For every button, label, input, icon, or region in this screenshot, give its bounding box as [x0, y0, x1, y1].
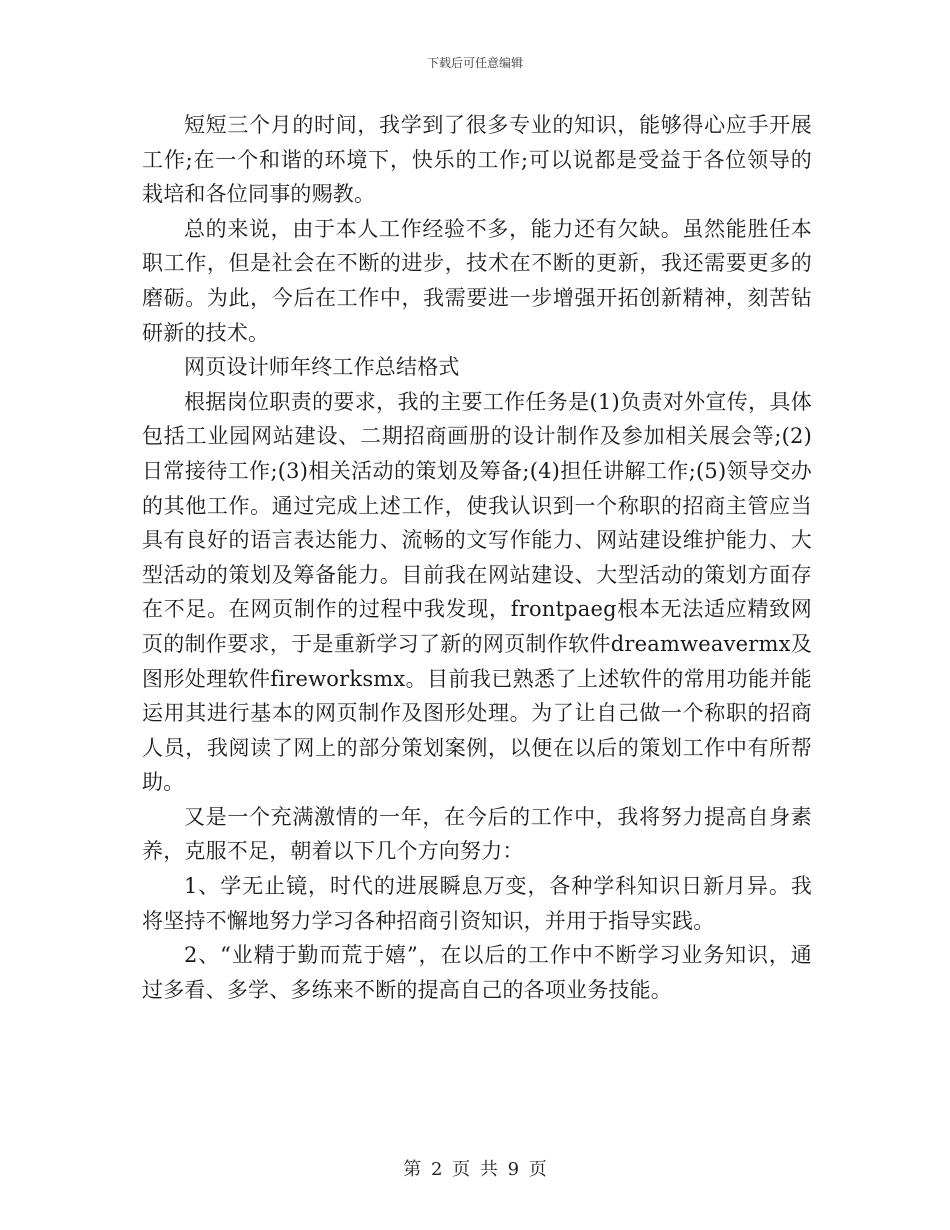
document-body	[142, 108, 812, 1007]
paragraph-goal-1: 1、学无止镜，时代的进展瞬息万变，各种学科知识日新月异。我将坚持不懈地努力学习各种招商引资知识，并用于指导实践。	[142, 874, 812, 933]
paragraph-learning: 短短三个月的时间，我学到了很多专业的知识，能够得心应手开展工作;在一个和谐的环境下，快乐的工作;可以说都是受益于各位领导的栽培和各位同事的赐教。	[142, 113, 812, 207]
paragraph-goal-2: 2、“业精于勤而荒于嬉”，在以后的工作中不断学习业务知识，通过多看、多学、多练来不断的提高自己的各项业务技能。	[142, 943, 812, 1002]
section-title: 网页设计师年终工作总结格式	[184, 355, 460, 380]
paragraph-outlook: 又是一个充满激情的一年，在今后的工作中，我将努力提高自身素养，克服不足，朝着以下几个方向努力：	[142, 804, 812, 864]
paragraph-summary: 总的来说，由于本人工作经验不多，能力还有欠缺。虽然能胜任本职工作，但是社会在不断的进步，技术在不断的更新，我还需要更多的磨砺。为此，今后在工作中，我需要进一步增强开拓创新精神，刻苦钻研新的技术。	[142, 216, 812, 345]
paragraph-duties: 根据岗位职责的要求，我的主要工作任务是(1)负责对外宣传，具体包括工业园网站建设、二期招商画册的设计制作及参加相关展会等;(2)日常接待工作;(3)相关活动的策划及筹备;(4)担任讲解工作;(5)领导交办的其他工作。通过完成上述工作，使我认识到一个称职的招商主管应当具有良好的语言表达能力、流畅的文写作能力、网站建设维护能力、大型活动的策划及筹备能力。目前我在网站建设、大型活动的策划方面存在不足。在网页制作的过程中我发现，frontpaeg根本无法适应精致网页的制作要求，于是重新学习了新的网页制作软件dreamweavermx及图形处理软件fireworksmx。目前我已熟悉了上述软件的常用功能并能运用其进行基本的网页制作及图形处理。为了让自己做一个称职的招商人员，我阅读了网上的部分策划案例，以便在以后的策划工作中有所帮助。	[142, 389, 812, 795]
page-header: 下载后可任意编辑	[426, 56, 523, 70]
page-number: 第 2 页 共 9 页	[403, 1159, 547, 1180]
